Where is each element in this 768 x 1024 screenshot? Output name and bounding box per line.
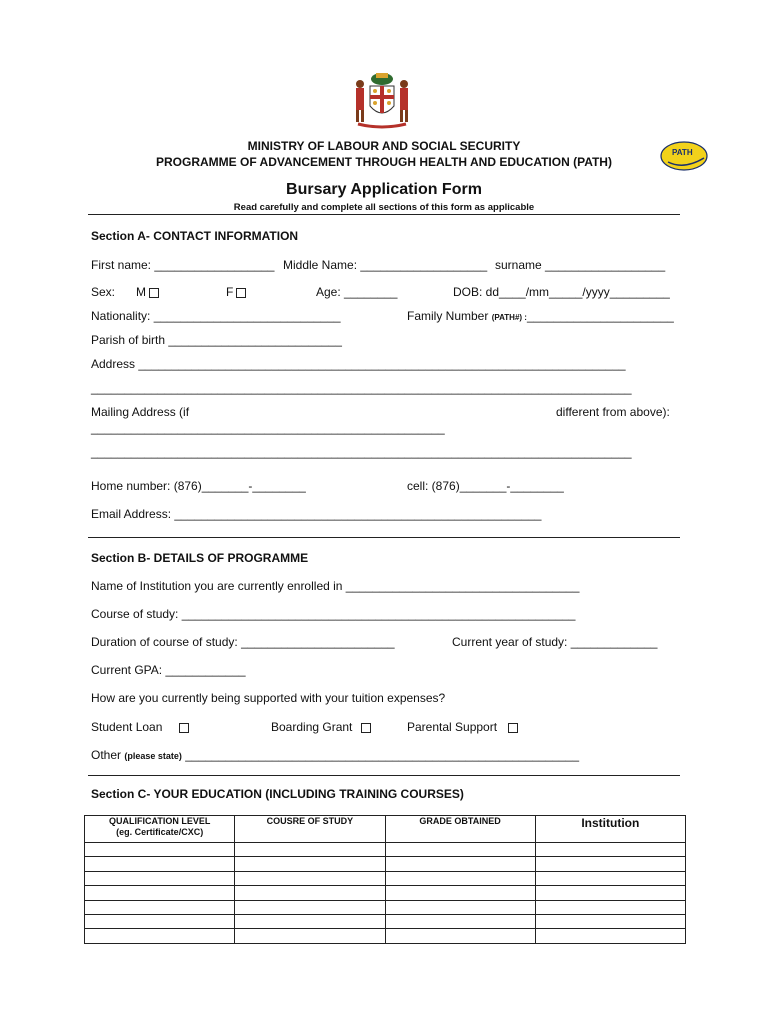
duration-field[interactable]: Duration of course of study: _______________________: [91, 635, 395, 649]
parish-field[interactable]: Parish of birth __________________________: [91, 333, 342, 347]
table-cell-input[interactable]: [235, 843, 385, 857]
education-table: [84, 815, 686, 944]
table-cell-input[interactable]: [235, 871, 385, 885]
family-number-field[interactable]: [407, 309, 674, 323]
table-cell-input[interactable]: [535, 900, 685, 914]
table-row: [85, 857, 686, 871]
table-cell-input[interactable]: [85, 871, 235, 885]
table-cell-input[interactable]: [235, 900, 385, 914]
support-question: How are you currently being supported with your tuition expenses?: [91, 691, 446, 705]
sex-female-label: F: [226, 285, 234, 299]
address-field[interactable]: Address _________________________________________________________________________: [91, 357, 626, 371]
table-cell-input[interactable]: [535, 857, 685, 871]
student-loan-label: Student Loan: [91, 720, 163, 734]
divider: [88, 537, 680, 538]
table-cell-input[interactable]: [235, 886, 385, 900]
column-header-grade: GRADE OBTAINED: [385, 816, 535, 843]
table-cell-input[interactable]: [85, 914, 235, 928]
table-cell-input[interactable]: [85, 929, 235, 943]
table-cell-input[interactable]: [385, 871, 535, 885]
table-cell-input[interactable]: [535, 843, 685, 857]
home-number-field[interactable]: Home number: (876)_______-________: [91, 479, 306, 493]
programme-title: PROGRAMME OF ADVANCEMENT THROUGH HEALTH AND EDUCATION (PATH): [156, 155, 612, 169]
family-number-note: (PATH#) :: [491, 313, 527, 322]
section-b-title: Section B- DETAILS OF PROGRAMME: [91, 551, 309, 565]
female-checkbox[interactable]: [236, 288, 246, 298]
svg-text:PATH: PATH: [672, 148, 693, 157]
boarding-grant-option[interactable]: [271, 720, 371, 734]
table-row: [85, 843, 686, 857]
middle-name-field[interactable]: Middle Name: ___________________: [283, 258, 488, 272]
coat-of-arms-icon: [346, 70, 418, 130]
other-label: Other: [91, 748, 122, 762]
table-cell-input[interactable]: [235, 914, 385, 928]
divider: [88, 214, 680, 215]
table-cell-input[interactable]: [85, 900, 235, 914]
other-line: ___________________________________________________________: [185, 748, 579, 762]
mailing-address-line2[interactable]: _________________________________________________________________________________: [91, 445, 632, 459]
table-cell-input[interactable]: [385, 900, 535, 914]
student-loan-checkbox[interactable]: [179, 723, 189, 733]
column-header-course: COUSRE OF STUDY: [235, 816, 385, 843]
form-title: Bursary Application Form: [286, 181, 482, 198]
table-cell-input[interactable]: [385, 914, 535, 928]
education-table-body: [85, 843, 686, 944]
sex-female-option[interactable]: [226, 285, 246, 299]
parental-support-checkbox[interactable]: [508, 723, 518, 733]
institution-field[interactable]: Name of Institution you are currently enrolled in ___________________________________: [91, 579, 580, 593]
table-cell-input[interactable]: [235, 857, 385, 871]
section-a-title: Section A- CONTACT INFORMATION: [91, 229, 299, 243]
table-cell-input[interactable]: [385, 886, 535, 900]
table-cell-input[interactable]: [385, 929, 535, 943]
boarding-grant-checkbox[interactable]: [361, 723, 371, 733]
dob-field[interactable]: DOB: dd____/mm_____/yyyy_________: [453, 285, 670, 299]
mailing-address-label-right: different from above):: [556, 405, 670, 419]
sex-male-option[interactable]: [136, 285, 159, 299]
section-c-title: Section C- YOUR EDUCATION (INCLUDING TRAINING COURSES): [91, 787, 464, 801]
male-checkbox[interactable]: [149, 288, 159, 298]
table-header-row: [85, 816, 686, 843]
family-number-line: ______________________: [526, 309, 674, 323]
table-row: [85, 886, 686, 900]
cell-field[interactable]: cell: (876)_______-________: [407, 479, 564, 493]
first-name-field[interactable]: First name: __________________: [91, 258, 275, 272]
course-field[interactable]: Course of study: ___________________________________________________________: [91, 607, 576, 621]
other-note: (please state): [124, 751, 182, 761]
surname-field[interactable]: surname __________________: [495, 258, 666, 272]
other-support-field[interactable]: [91, 748, 579, 762]
current-year-field[interactable]: Current year of study: _____________: [452, 635, 658, 649]
sex-label: Sex:: [91, 285, 116, 299]
table-cell-input[interactable]: [535, 914, 685, 928]
table-cell-input[interactable]: [235, 929, 385, 943]
table-row: [85, 914, 686, 928]
qualification-header-label: QUALIFICATION LEVEL: [109, 816, 211, 826]
student-loan-option[interactable]: [91, 720, 189, 734]
table-cell-input[interactable]: [85, 886, 235, 900]
qualification-header-sub: (eg. Certificate/CXC): [116, 827, 204, 837]
table-cell-input[interactable]: [85, 843, 235, 857]
table-cell-input[interactable]: [535, 886, 685, 900]
table-row: [85, 871, 686, 885]
gpa-field[interactable]: Current GPA: ____________: [91, 663, 246, 677]
mailing-address-line1[interactable]: _____________________________________________________: [91, 421, 445, 435]
table-row: [85, 900, 686, 914]
ministry-title: MINISTRY OF LABOUR AND SOCIAL SECURITY: [247, 139, 521, 153]
table-cell-input[interactable]: [85, 857, 235, 871]
table-cell-input[interactable]: [385, 857, 535, 871]
table-cell-input[interactable]: [385, 843, 535, 857]
table-cell-input[interactable]: [535, 929, 685, 943]
mailing-address-label: Mailing Address (if: [91, 405, 190, 419]
table-cell-input[interactable]: [535, 871, 685, 885]
column-header-qualification: [85, 816, 235, 843]
age-field[interactable]: Age: ________: [316, 285, 398, 299]
email-field[interactable]: Email Address: _______________________________________________________: [91, 507, 542, 521]
divider: [88, 775, 680, 776]
table-row: [85, 929, 686, 943]
column-header-institution: Institution: [535, 816, 685, 843]
address-field-line2[interactable]: _________________________________________________________________________________: [91, 381, 632, 395]
parental-support-label: Parental Support: [407, 720, 498, 734]
nationality-field[interactable]: Nationality: ____________________________: [91, 309, 341, 323]
form-instructions: Read carefully and complete all sections of this form as applicable: [233, 202, 535, 213]
parental-support-option[interactable]: [407, 720, 518, 734]
boarding-grant-label: Boarding Grant: [271, 720, 353, 734]
sex-male-label: M: [136, 285, 146, 299]
family-number-label: Family Number: [407, 309, 489, 323]
